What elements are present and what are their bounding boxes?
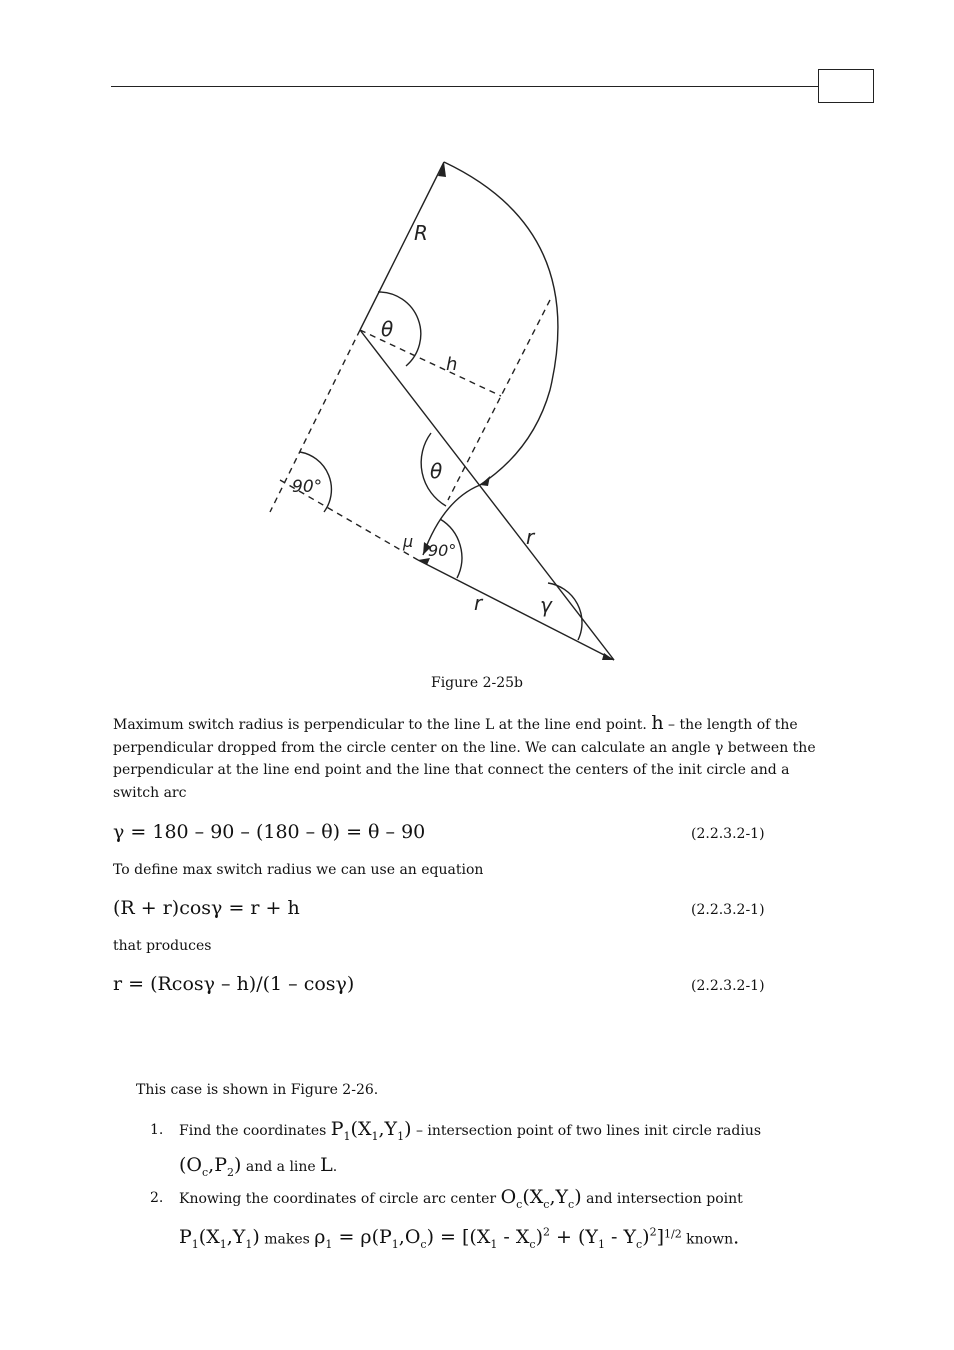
label-90-left: 90° xyxy=(292,477,323,497)
text-case-shown: This case is shown in Figure 2-26. xyxy=(136,1082,379,1098)
text-that-produces: that produces xyxy=(113,938,212,954)
equation-3-number: (2.2.3.2-1) xyxy=(691,978,765,994)
label-gamma: γ xyxy=(540,593,552,617)
paragraph-switch-radius xyxy=(113,712,833,804)
list-item-1-text: Find the coordinates $P_1(X_1,Y_1)$ – intersection point of two lines init circle radius $(O_c,P_2)$ and a line L. xyxy=(179,1118,762,1179)
label-r-right: r xyxy=(526,525,535,549)
label-h: h xyxy=(446,354,458,375)
line-center xyxy=(360,330,614,660)
para1-text-b: – the length of the perpendicular dropped from the circle center on the line. We can calculate an angle γ between the perpendicular at the line end point and the line that connect the centers of the init circle and a switch arc xyxy=(113,717,816,801)
arrow-arc xyxy=(480,476,490,486)
label-theta-mid: θ xyxy=(430,459,443,483)
arrow-end xyxy=(602,653,614,660)
outer-arc xyxy=(444,162,558,485)
label-90-bottom: 90° xyxy=(428,541,457,560)
text-define-max: To define max switch radius we can use an equation xyxy=(113,862,484,878)
equation-3: r = (Rcosγ – h)/(1 – cosγ) xyxy=(113,973,355,995)
arrow-R xyxy=(438,162,446,177)
label-R: R xyxy=(414,221,428,245)
list-number-2: 2. xyxy=(150,1190,164,1206)
list-item-2-text: Knowing the coordinates of circle arc center $O_c(X_c,Y_c)$ and intersection point $P_1(X_1,Y_1)$ makes $\rho_1 = \rho(P_1,O_c) = [(X_1 - X_c)^2 + (Y_1 - Y_c)^2]^{1/2}$ known. xyxy=(179,1186,743,1251)
list-number-1: 1. xyxy=(150,1122,164,1138)
equation-1: γ = 180 – 90 – (180 – θ) = θ – 90 xyxy=(113,821,426,843)
equation-2-number: (2.2.3.2-1) xyxy=(691,902,765,918)
page-number-box xyxy=(818,69,874,103)
para1-h: h xyxy=(651,712,664,734)
label-mu: μ xyxy=(403,532,414,551)
header-rule xyxy=(111,86,818,87)
geometry-figure xyxy=(258,150,658,662)
line-r-bottom xyxy=(418,560,614,660)
equation-1-number: (2.2.3.2-1) xyxy=(691,826,765,842)
line-R xyxy=(360,162,444,330)
label-theta-top: θ xyxy=(381,317,394,341)
para1-text-a: Maximum switch radius is perpendicular to the line L at the line end point. xyxy=(113,717,652,733)
figure-caption: Figure 2-25b xyxy=(430,675,523,691)
label-r-bottom: r xyxy=(474,591,483,615)
equation-2: (R + r)cosγ = r + h xyxy=(113,897,300,919)
